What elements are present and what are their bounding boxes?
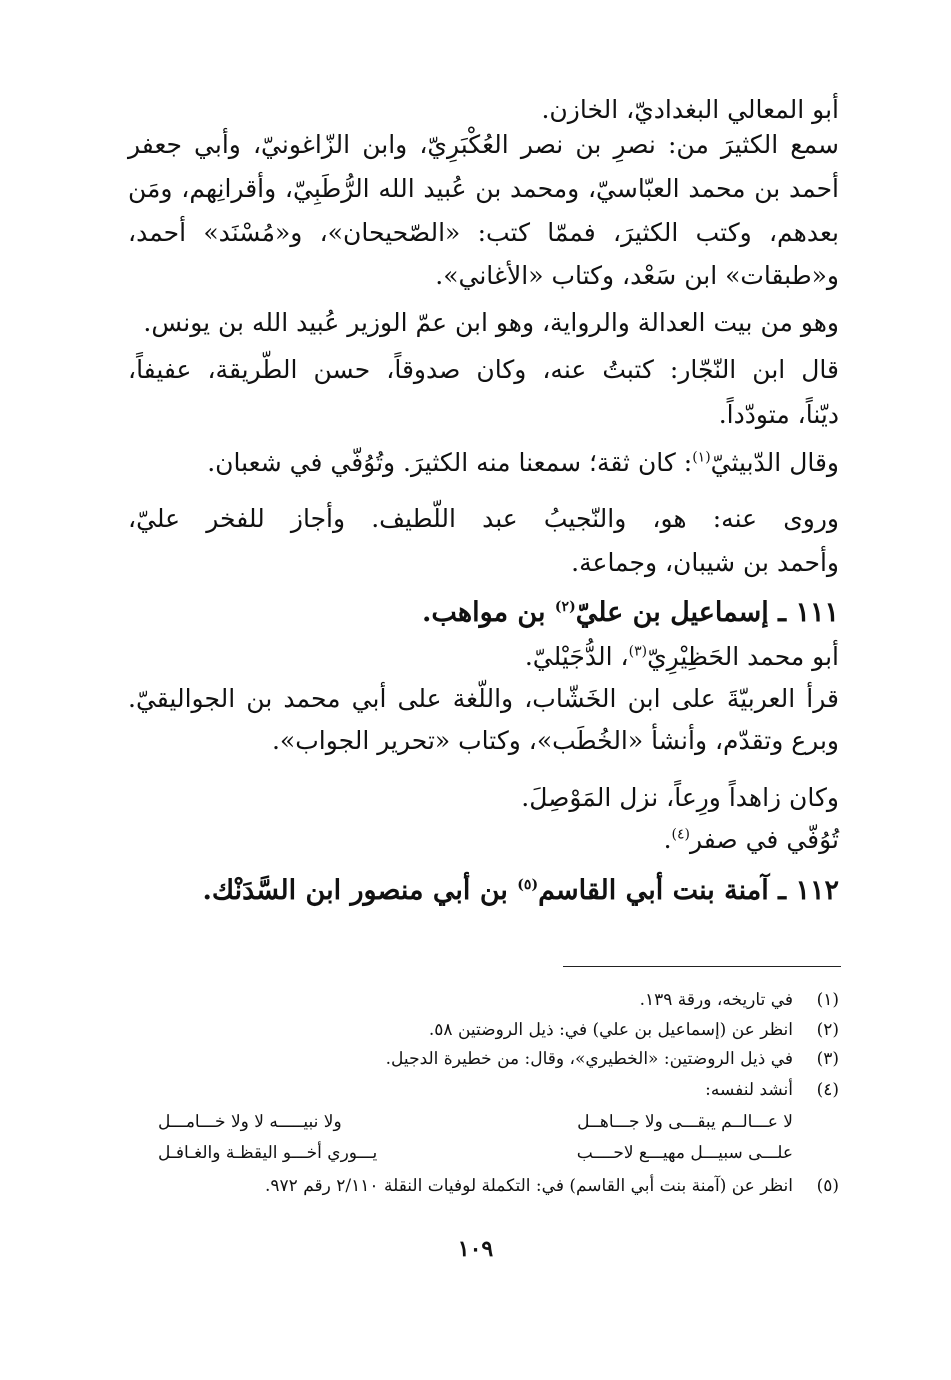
footnote-5-number: (٥) bbox=[816, 1176, 839, 1196]
footnote-ref-2: (٢) bbox=[554, 599, 576, 615]
footnote-3-text: في ذيل الروضتين: «الخطيري»، وقال: من خطيرة الدجيل. bbox=[385, 1049, 793, 1069]
body-paragraph-riwaya-1: وروى عنه: هو، والنّجيبُ عبد اللّطيف. وأجاز للفخر عليّ، bbox=[128, 504, 839, 533]
entry-heading-112: ١١٢ ـ آمنة بنت أبي القاسم$^{(٥)}$ بن أبي منصور ابن السَّدَنْك. bbox=[202, 875, 839, 906]
verse-1-first-hemistich: لا عـــالــم يبقـــى ولا جـــاهــل bbox=[577, 1112, 793, 1132]
verse-2-first-hemistich: علـــى سبيـــل مهيـــع لاحــــب bbox=[576, 1143, 793, 1163]
body-line-3: أحمد بن محمد العبّاسيّ، ومحمد بن عُبيد الله الرُّطَبِيّ، وأقرانِهم، ومَن bbox=[128, 174, 839, 203]
entry-heading-111: ١١١ ـ إسماعيل بن عليّ$^{(٢)}$ بن مواهب. bbox=[421, 597, 839, 628]
dubaythi-text-rest: : كان ثقة؛ سمعنا منه الكثيرَ. وتُوُفّي في شعبان. bbox=[207, 448, 693, 477]
page-number: ١٠٩ bbox=[457, 1236, 494, 1262]
entry-111-mosul: وكان زاهداً ورِعاً، نزل المَوْصِلَ. bbox=[521, 783, 839, 812]
verse-2-second-hemistich: يـــوري أخـــو اليقظـة والغـافـل bbox=[158, 1143, 378, 1163]
body-paragraph-riwaya-2: وأحمد بن شيبان، وجماعة. bbox=[571, 548, 839, 577]
entry-111-kunya: أبو محمد الحَظِيْرِيّ$^{(٣)}$، الدُّجَيْليّ. bbox=[524, 642, 839, 671]
footnote-1-number: (١) bbox=[816, 990, 839, 1010]
entry-111-study: قرأ العربيّةَ على ابن الخَشّاب، واللّغة على أبي محمد بن الجواليقيّ. bbox=[128, 684, 839, 713]
footnote-ref-3: (٣) bbox=[628, 643, 648, 660]
body-paragraph-najjar-1: قال ابن النّجّار: كتبتُ عنه، وكان صدوقاً، حسن الطّريقة، عفيفاً، bbox=[128, 355, 839, 384]
body-line-2: سمع الكثيرَ من: نصرِ بن نصر العُكْبَرِيّ، وابن الزّاغونيّ، وأبي جعفر bbox=[128, 130, 839, 159]
footnote-4-text: أنشد لنفسه: bbox=[705, 1080, 793, 1100]
verse-1-second-hemistich: ولا نبيـــــه لا ولا خـــامـــل bbox=[158, 1112, 342, 1132]
footnote-separator bbox=[563, 966, 841, 967]
body-line-5: و«طبقات» ابن سَعْد، وكتاب «الأغاني». bbox=[435, 261, 839, 290]
body-paragraph-dubaythi bbox=[207, 446, 839, 480]
footnote-5-text: انظر عن (آمنة بنت أبي القاسم) في: التكملة لوفيات النقلة ٢/١١٠ رقم ٩٧٢. bbox=[265, 1176, 793, 1196]
footnote-ref-4: (٤) bbox=[671, 826, 690, 843]
body-paragraph-lineage: وهو من بيت العدالة والرواية، وهو ابن عمّ الوزير عُبيد الله بن يونس. bbox=[143, 308, 839, 337]
footnote-4-number: (٤) bbox=[816, 1080, 839, 1100]
footnote-ref-5: (٥) bbox=[517, 877, 539, 893]
footnote-ref-1: (١) bbox=[692, 449, 711, 466]
dubaythi-text: وقال الدّبيثيّ bbox=[710, 448, 839, 477]
body-line-1: أبو المعالي البغداديّ، الخازن. bbox=[541, 95, 839, 124]
footnote-2-number: (٢) bbox=[816, 1020, 839, 1040]
entry-111-works: وبرع وتقدّم، وأنشأ «الخُطَب»، وكتاب «تحرير الجواب». bbox=[271, 726, 839, 755]
footnote-3-number: (٣) bbox=[816, 1049, 839, 1069]
body-paragraph-najjar-2: ديّناً، متودّداً. bbox=[718, 400, 839, 429]
footnote-2-text: انظر عن (إسماعيل بن علي) في: ذيل الروضتين ٥٨. bbox=[428, 1020, 793, 1040]
body-line-4: بعدهم، وكتب الكثيرَ، فممّا كتب: «الصّحيحان»، و«مُسْنَد» أحمد، bbox=[128, 218, 839, 247]
footnote-1-text: في تاريخه، ورقة ١٣٩. bbox=[639, 990, 793, 1010]
entry-111-death: تُوُفّي في صفر$^{(٤)}$. bbox=[663, 825, 839, 854]
